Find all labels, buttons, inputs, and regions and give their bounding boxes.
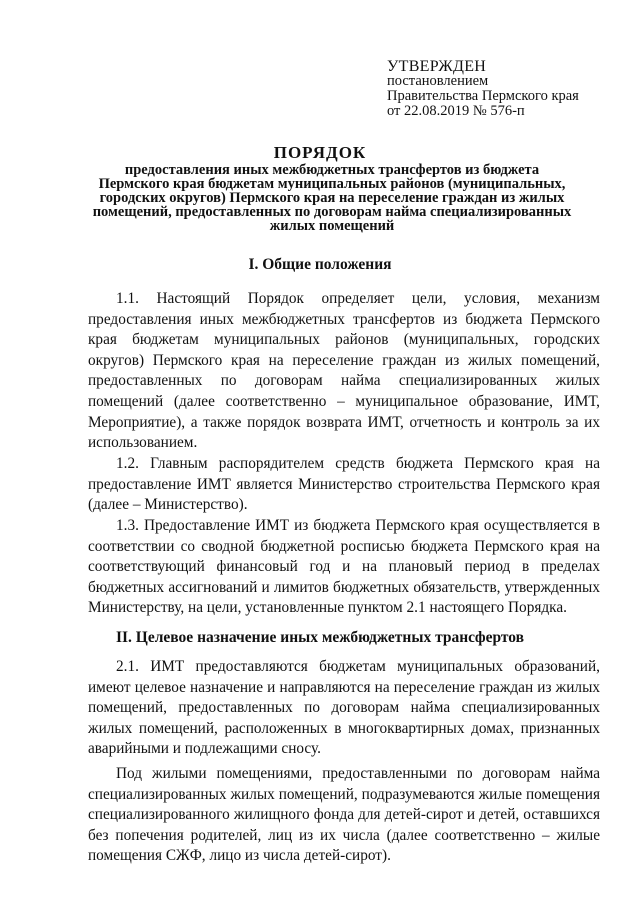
approval-line-1: постановлением: [387, 73, 489, 89]
paragraph-1-1: 1.1. Настоящий Порядок определяет цели, условия, механизм предоставления иных межбюджетных трансфертов из бюджета Пермского края бюджетам муниципальных районов (муниципальных, городских округов) Пермского края на переселение граждан из жилых помещений, предоставленных по договорам найма специализированных жилых помещений (далее соответственно – муниципальное образование, ИМТ, Мероприятие), а также порядок возврата ИМТ, отчетность и контроль за их использованием.: [88, 290, 600, 452]
paragraph-2-2: Под жилыми помещениями, предоставленными по договорам найма специализированных жилых помещений, подразумеваются жилые помещения специализированного жилищного фонда для детей-сирот и детей, оставшихся без попечения родителей, лиц из их числа (далее соответственно – жилые помещения СЖФ, лицо из числа детей-сирот).: [88, 765, 600, 865]
approval-line-3: от 22.08.2019 № 576-п: [387, 103, 525, 119]
document-subtitle: предоставления иных межбюджетных трансфертов из бюджета Пермского края бюджетам муниципальных районов (муниципальных, городских округов) Пермского края на переселение граждан из жилых помещений, предоставленных по договорам найма специализированных жилых помещений: [92, 162, 572, 234]
approval-heading: УТВЕРЖДЕН: [387, 58, 487, 75]
document-title: ПОРЯДОК: [273, 143, 367, 162]
section-1-heading: I. Общие положения: [248, 256, 392, 273]
section-2-heading: II. Целевое назначение иных межбюджетных трансфертов: [115, 629, 525, 646]
paragraph-1-2: 1.2. Главным распорядителем средств бюджета Пермского края на предоставление ИМТ является Министерство строительства Пермского края (далее – Министерство).: [88, 455, 600, 514]
paragraph-2-1: 2.1. ИМТ предоставляются бюджетам муниципальных образований, имеют целевое назначение и направляются на переселение граждан из жилых помещений, предоставленных по договорам найма специализированных жилых помещений, расположенных в многоквартирных домах, признанных аварийными и подлежащими сносу.: [88, 658, 600, 758]
approval-line-2: Правительства Пермского края: [387, 88, 579, 104]
approval-stamp: [387, 59, 627, 119]
paragraph-1-3: 1.3. Предоставление ИМТ из бюджета Пермского края осуществляется в соответствии со сводной бюджетной росписью бюджета Пермского края на соответствующий финансовый год и на плановый период в пределах бюджетных ассигнований и лимитов бюджетных обязательств, утвержденных Министерству, на цели, установленные пунктом 2.1 настоящего Порядка.: [88, 517, 600, 617]
